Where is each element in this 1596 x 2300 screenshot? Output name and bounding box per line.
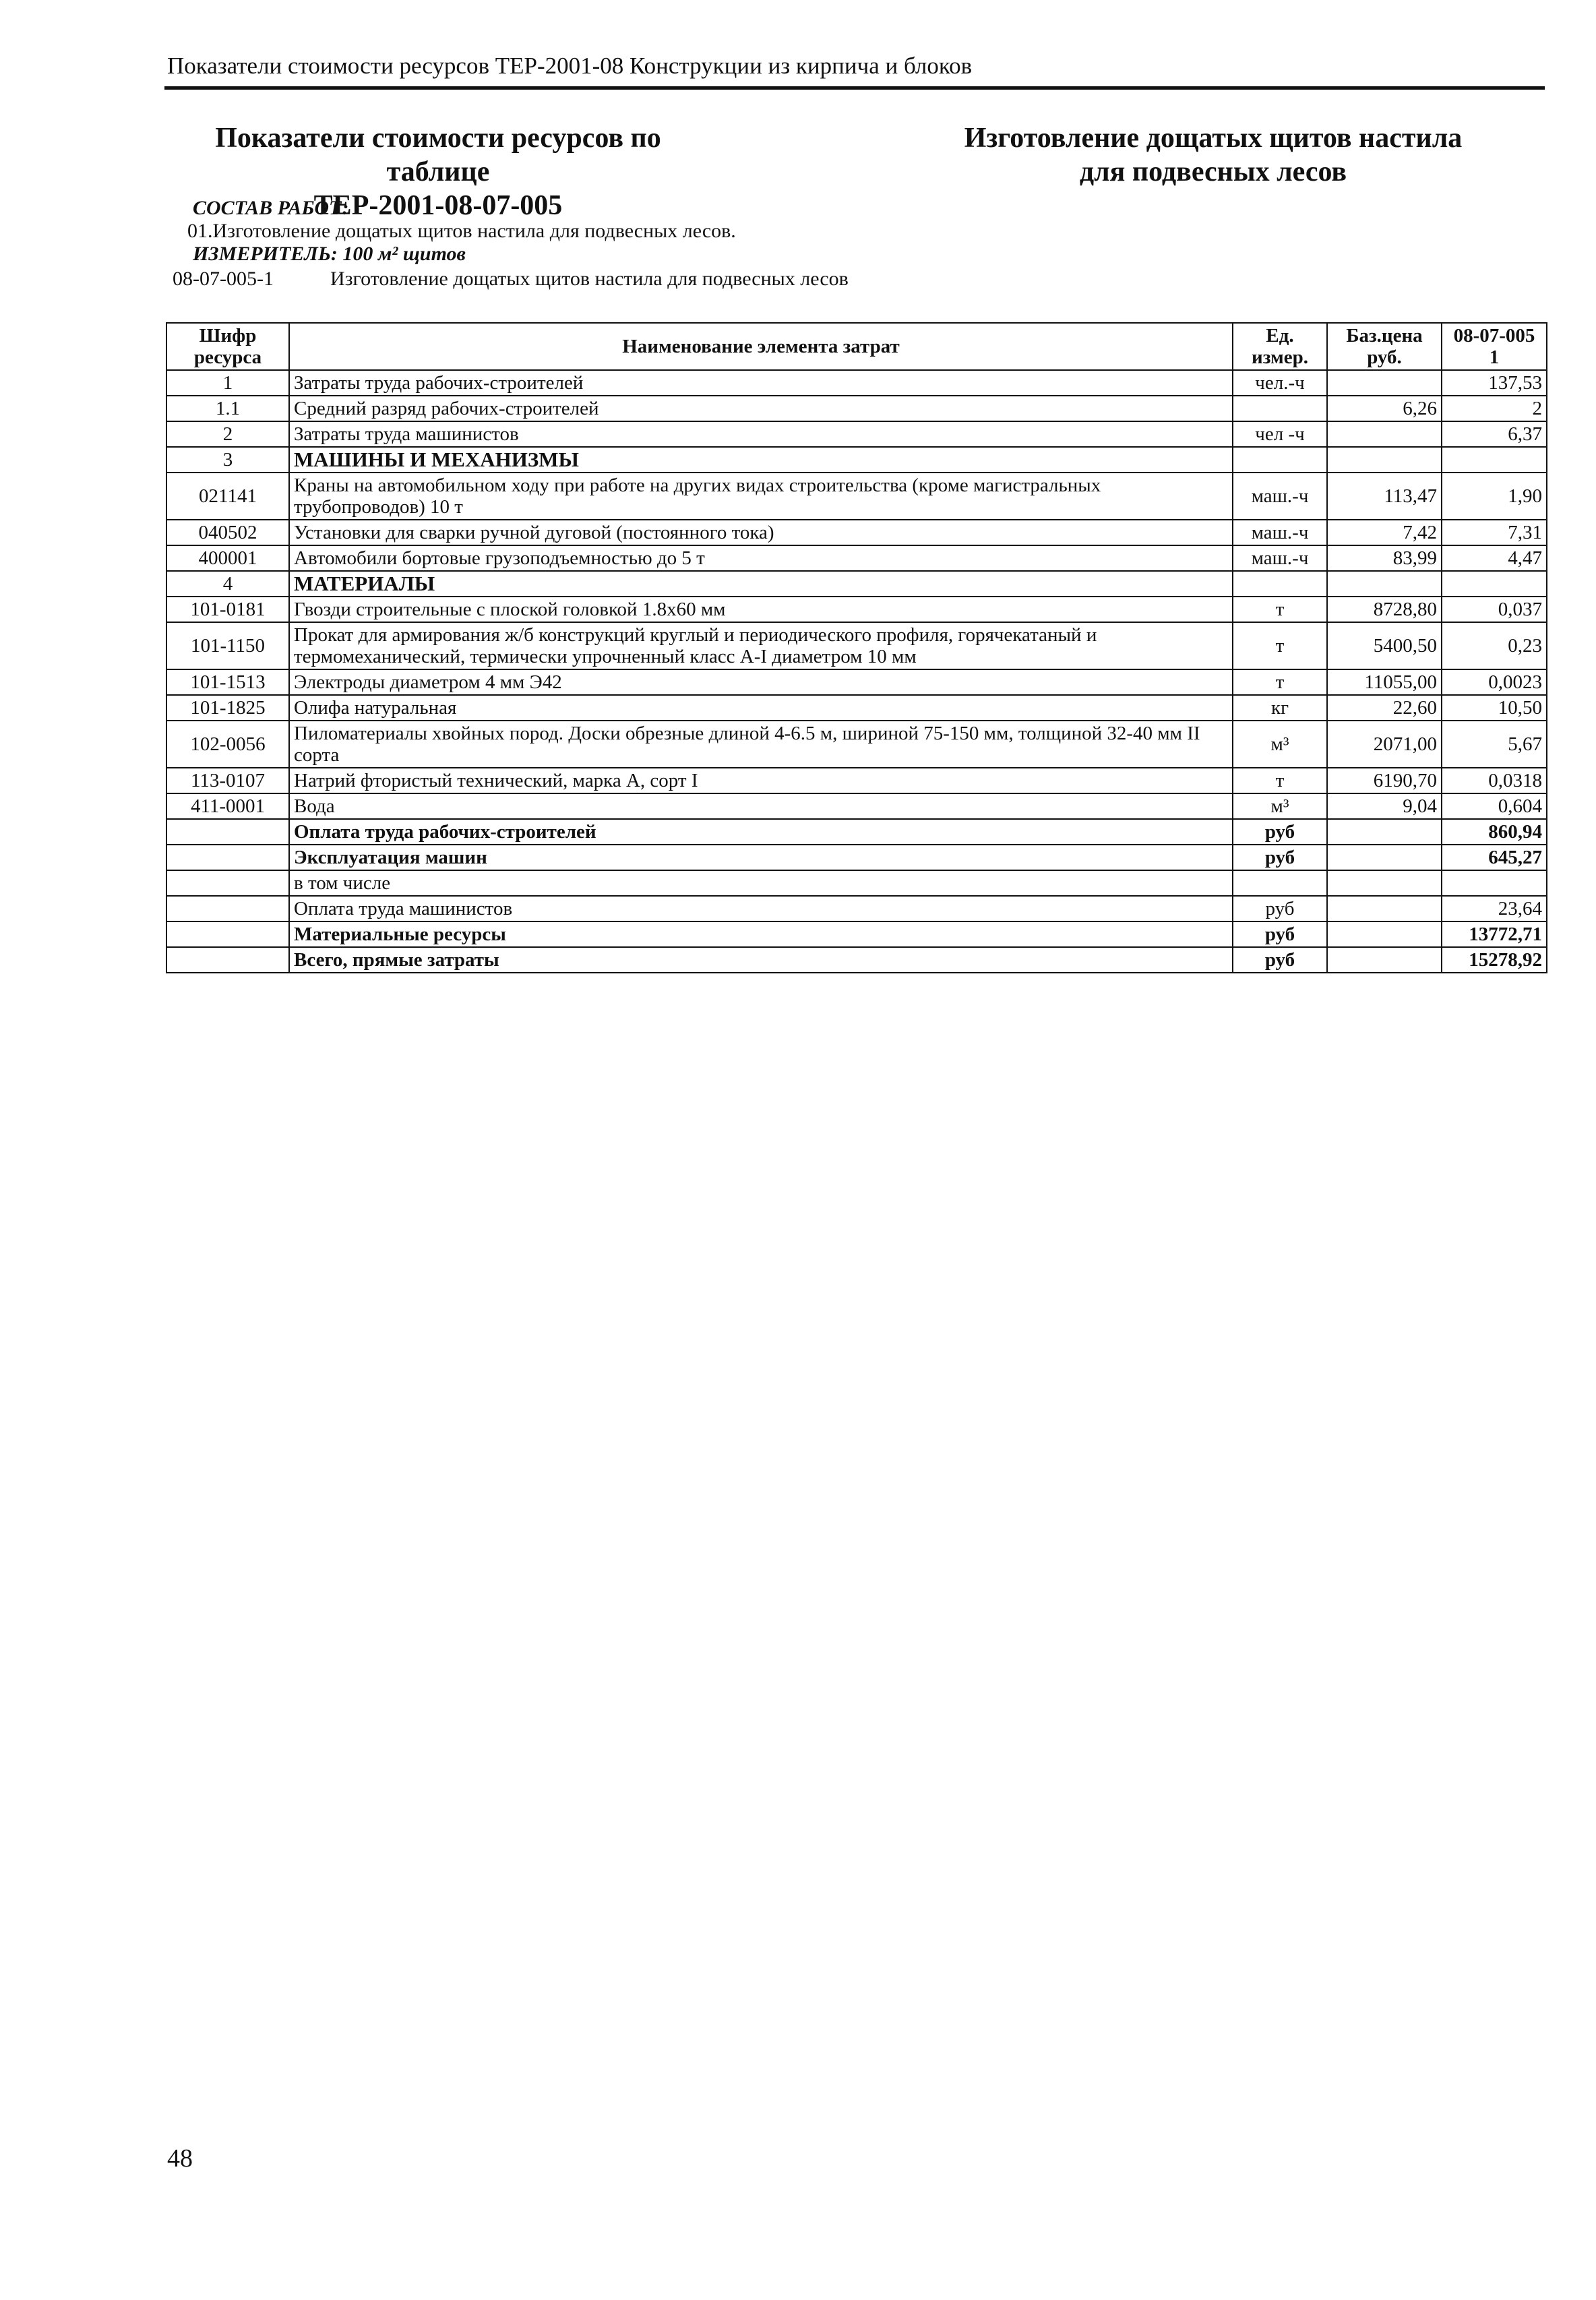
cell-code: 400001 xyxy=(166,545,289,571)
cell-unit: маш.-ч xyxy=(1233,545,1327,571)
running-header: Показатели стоимости ресурсов ТЕР-2001-08 Конструкции из кирпича и блоков xyxy=(167,53,973,79)
cell-unit: т xyxy=(1233,597,1327,622)
cell-name: Гвозди строительные с плоской головкой 1.8х60 мм xyxy=(289,597,1233,622)
resource-table xyxy=(166,322,1547,973)
cell-code: 101-1150 xyxy=(166,622,289,669)
cell-price xyxy=(1327,571,1442,597)
cell-code xyxy=(166,845,289,870)
cell-value: 645,27 xyxy=(1442,845,1547,870)
cell-code xyxy=(166,947,289,973)
table-row xyxy=(166,571,1547,597)
cell-value: 7,31 xyxy=(1442,520,1547,545)
cell-unit xyxy=(1233,870,1327,896)
cell-name: Затраты труда машинистов xyxy=(289,421,1233,447)
cell-name: Оплата труда машинистов xyxy=(289,896,1233,921)
cell-name: Вода xyxy=(289,793,1233,819)
cell-value: 0,604 xyxy=(1442,793,1547,819)
cell-unit: т xyxy=(1233,768,1327,793)
cell-unit: т xyxy=(1233,622,1327,669)
cell-code: 3 xyxy=(166,447,289,473)
cell-price xyxy=(1327,947,1442,973)
cell-name: Материальные ресурсы xyxy=(289,921,1233,947)
cell-name: Эксплуатация машин xyxy=(289,845,1233,870)
cell-unit: маш.-ч xyxy=(1233,473,1327,520)
table-row xyxy=(166,421,1547,447)
cell-value: 13772,71 xyxy=(1442,921,1547,947)
cell-unit: руб xyxy=(1233,845,1327,870)
cell-value: 5,67 xyxy=(1442,721,1547,768)
cell-price: 8728,80 xyxy=(1327,597,1442,622)
cell-code: 102-0056 xyxy=(166,721,289,768)
table-row xyxy=(166,520,1547,545)
cell-unit xyxy=(1233,447,1327,473)
cell-value xyxy=(1442,447,1547,473)
cell-price: 7,42 xyxy=(1327,520,1442,545)
cell-price xyxy=(1327,921,1442,947)
cell-code: 101-0181 xyxy=(166,597,289,622)
cell-value: 4,47 xyxy=(1442,545,1547,571)
table-row xyxy=(166,921,1547,947)
header-rule xyxy=(164,86,1545,90)
cell-code: 1 xyxy=(166,370,289,396)
cell-code xyxy=(166,896,289,921)
table-row xyxy=(166,845,1547,870)
cell-value: 2 xyxy=(1442,396,1547,421)
cell-value: 0,23 xyxy=(1442,622,1547,669)
table-row xyxy=(166,473,1547,520)
cell-unit: чел -ч xyxy=(1233,421,1327,447)
cell-unit: руб xyxy=(1233,819,1327,845)
cell-price xyxy=(1327,421,1442,447)
title-left-line-1: Показатели стоимости ресурсов по таблице xyxy=(215,123,661,187)
cell-unit xyxy=(1233,396,1327,421)
cell-value: 0,0318 xyxy=(1442,768,1547,793)
cell-value: 137,53 xyxy=(1442,370,1547,396)
title-right xyxy=(944,121,1483,189)
cell-name: МАШИНЫ И МЕХАНИЗМЫ xyxy=(289,447,1233,473)
cell-name: Автомобили бортовые грузоподъемностью до 5 т xyxy=(289,545,1233,571)
table-row xyxy=(166,396,1547,421)
cell-unit: м³ xyxy=(1233,721,1327,768)
cell-unit xyxy=(1233,571,1327,597)
table-row xyxy=(166,545,1547,571)
cell-code: 101-1825 xyxy=(166,695,289,721)
header-value: 08-07-005 1 xyxy=(1442,323,1547,370)
table-row xyxy=(166,622,1547,669)
cell-price: 9,04 xyxy=(1327,793,1442,819)
table-row xyxy=(166,669,1547,695)
header-unit: Ед. измер. xyxy=(1233,323,1327,370)
cell-unit: т xyxy=(1233,669,1327,695)
cell-name: Установки для сварки ручной дуговой (постоянного тока) xyxy=(289,520,1233,545)
table-row xyxy=(166,947,1547,973)
cell-value: 1,90 xyxy=(1442,473,1547,520)
cell-code: 113-0107 xyxy=(166,768,289,793)
header-code: Шифр ресурса xyxy=(166,323,289,370)
cell-name: в том числе xyxy=(289,870,1233,896)
cell-price xyxy=(1327,819,1442,845)
cell-code xyxy=(166,870,289,896)
table-header-row xyxy=(166,323,1547,370)
cell-name: Всего, прямые затраты xyxy=(289,947,1233,973)
cell-name: Электроды диаметром 4 мм Э42 xyxy=(289,669,1233,695)
cell-price xyxy=(1327,370,1442,396)
cell-code: 101-1513 xyxy=(166,669,289,695)
cell-price xyxy=(1327,845,1442,870)
cell-unit: руб xyxy=(1233,921,1327,947)
cell-unit: руб xyxy=(1233,947,1327,973)
page-number: 48 xyxy=(167,2144,193,2173)
work-code: 08-07-005-1 xyxy=(173,268,274,290)
header-name: Наименование элемента затрат xyxy=(289,323,1233,370)
cell-code: 4 xyxy=(166,571,289,597)
title-right-line-1: Изготовление дощатых щитов настила xyxy=(964,123,1463,154)
cell-value xyxy=(1442,571,1547,597)
cell-code: 2 xyxy=(166,421,289,447)
cell-name: Олифа натуральная xyxy=(289,695,1233,721)
work-name: Изготовление дощатых щитов настила для подвесных лесов xyxy=(330,268,849,290)
cell-code: 1.1 xyxy=(166,396,289,421)
table-body xyxy=(166,370,1547,973)
table-row xyxy=(166,695,1547,721)
cell-value: 23,64 xyxy=(1442,896,1547,921)
cell-name: Оплата труда рабочих-строителей xyxy=(289,819,1233,845)
cell-value xyxy=(1442,870,1547,896)
cell-name: Пиломатериалы хвойных пород. Доски обрезные длиной 4-6.5 м, шириной 75-150 мм, толщиной 32-40 мм II сорта xyxy=(289,721,1233,768)
work-composition-label: СОСТАВ РАБОТ: xyxy=(193,197,349,219)
cell-price xyxy=(1327,447,1442,473)
cell-value: 10,50 xyxy=(1442,695,1547,721)
cell-unit: руб xyxy=(1233,896,1327,921)
cell-price xyxy=(1327,870,1442,896)
cell-price: 83,99 xyxy=(1327,545,1442,571)
cell-value: 6,37 xyxy=(1442,421,1547,447)
title-right-line-2: для подвесных лесов xyxy=(1079,156,1347,187)
cell-code: 021141 xyxy=(166,473,289,520)
cell-name: Краны на автомобильном ходу при работе на других видах строительства (кроме магистральных трубопроводов) 10 т xyxy=(289,473,1233,520)
cell-value: 15278,92 xyxy=(1442,947,1547,973)
cell-name: Натрий фтористый технический, марка А, сорт I xyxy=(289,768,1233,793)
cell-code: 040502 xyxy=(166,520,289,545)
table-row xyxy=(166,870,1547,896)
cell-unit: м³ xyxy=(1233,793,1327,819)
header-price: Баз.цена руб. xyxy=(1327,323,1442,370)
cell-name: Прокат для армирования ж/б конструкций круглый и периодического профиля, горячекатаный и термомеханический, термически упрочненный класс А-I диаметром 10 мм xyxy=(289,622,1233,669)
cell-code: 411-0001 xyxy=(166,793,289,819)
table-row xyxy=(166,447,1547,473)
cell-price: 11055,00 xyxy=(1327,669,1442,695)
cell-code xyxy=(166,921,289,947)
table-row xyxy=(166,819,1547,845)
cell-unit: кг xyxy=(1233,695,1327,721)
cell-price: 22,60 xyxy=(1327,695,1442,721)
cell-price xyxy=(1327,896,1442,921)
cell-price: 113,47 xyxy=(1327,473,1442,520)
table-row xyxy=(166,370,1547,396)
table-row xyxy=(166,597,1547,622)
cell-price: 6190,70 xyxy=(1327,768,1442,793)
cell-unit: маш.-ч xyxy=(1233,520,1327,545)
cell-name: МАТЕРИАЛЫ xyxy=(289,571,1233,597)
cell-price: 2071,00 xyxy=(1327,721,1442,768)
cell-code xyxy=(166,819,289,845)
measure-label: ИЗМЕРИТЕЛЬ: 100 м² щитов xyxy=(193,243,466,265)
table-row xyxy=(166,793,1547,819)
cell-value: 860,94 xyxy=(1442,819,1547,845)
table-row xyxy=(166,721,1547,768)
cell-name: Затраты труда рабочих-строителей xyxy=(289,370,1233,396)
table-row xyxy=(166,768,1547,793)
title-left-line-2: ТЕР-2001-08-07-005 xyxy=(313,190,563,221)
cell-value: 0,0023 xyxy=(1442,669,1547,695)
cell-unit: чел.-ч xyxy=(1233,370,1327,396)
cell-value: 0,037 xyxy=(1442,597,1547,622)
table-row xyxy=(166,896,1547,921)
cell-price: 6,26 xyxy=(1327,396,1442,421)
work-composition-text: 01.Изготовление дощатых щитов настила для подвесных лесов. xyxy=(187,220,736,242)
cell-name: Средний разряд рабочих-строителей xyxy=(289,396,1233,421)
cell-price: 5400,50 xyxy=(1327,622,1442,669)
